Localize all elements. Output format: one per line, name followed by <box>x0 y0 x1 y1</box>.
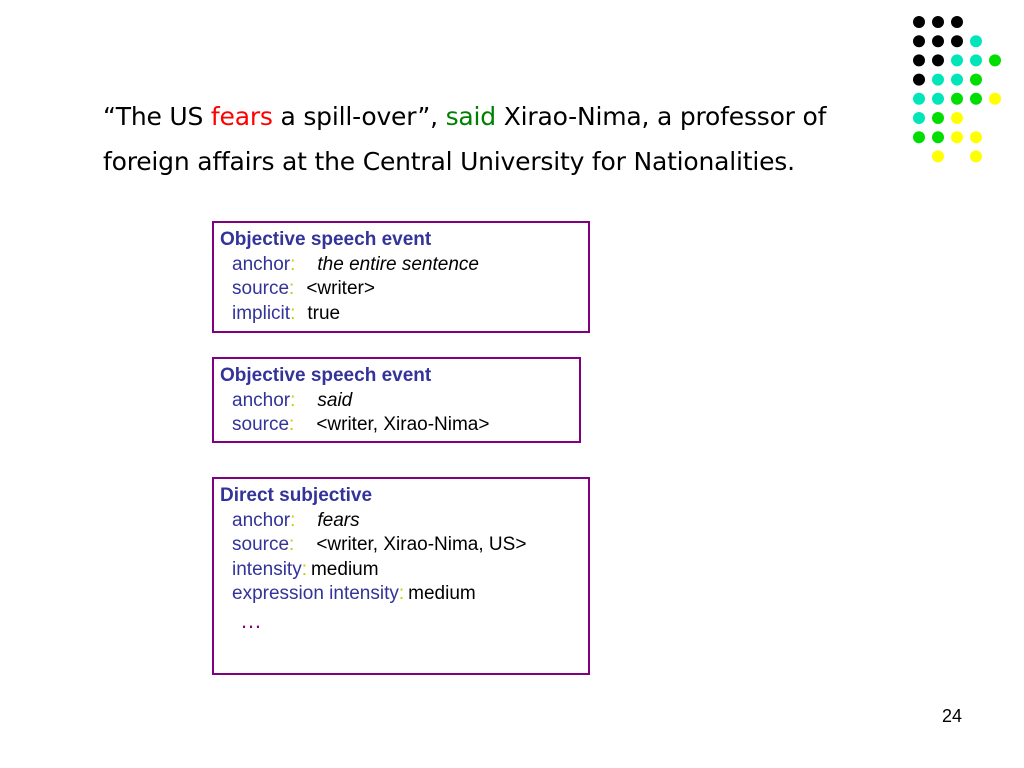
attribute-value: fears <box>317 509 360 531</box>
decorative-dot <box>951 112 963 124</box>
decorative-dot <box>970 74 982 86</box>
decorative-dot <box>913 54 925 66</box>
decorative-dot <box>970 54 982 66</box>
decorative-dot <box>989 93 1001 105</box>
colon: : <box>398 583 405 604</box>
annotation-box-1 <box>212 221 590 333</box>
attribute-key: source <box>232 534 290 555</box>
annotation-box-2 <box>212 357 581 443</box>
decorative-dot <box>932 131 944 143</box>
decorative-dot <box>932 35 944 47</box>
decorative-dot <box>989 54 1001 66</box>
decorative-dot <box>970 35 982 47</box>
attribute-key: expression intensity <box>232 583 399 604</box>
decorative-dot <box>913 112 925 124</box>
page-number: 24 <box>941 706 962 726</box>
attribute-row-source <box>220 277 588 302</box>
decorative-dot <box>970 131 982 143</box>
sentence-part-3: Xirao-Nima, a professor of foreign affairs at the Central University for Nationalities. <box>103 102 827 176</box>
decorative-dot <box>951 131 963 143</box>
decorative-dot <box>932 16 944 28</box>
colon: : <box>290 389 296 411</box>
colon: : <box>289 534 295 555</box>
attribute-row-implicit <box>220 302 588 327</box>
decorative-dot <box>951 35 963 47</box>
decorative-dot <box>932 150 944 162</box>
attribute-row-source <box>220 533 588 558</box>
box-title: Objective speech event <box>220 365 432 386</box>
annotation-box-3 <box>212 477 590 675</box>
example-sentence <box>103 94 863 184</box>
attribute-value: <writer, Xirao-Nima> <box>316 414 490 435</box>
attribute-row-anchor <box>220 389 579 414</box>
attribute-value: <writer, Xirao-Nima, US> <box>316 534 527 555</box>
decorative-dot <box>951 93 963 105</box>
decorative-dot <box>913 35 925 47</box>
colon: : <box>290 509 296 531</box>
sentence-part-1: “The US <box>103 102 211 131</box>
attribute-row-anchor <box>220 509 588 534</box>
decorative-dot <box>913 74 925 86</box>
colon: : <box>290 302 296 324</box>
attribute-value: medium <box>408 583 476 604</box>
decorative-dot <box>932 112 944 124</box>
attribute-value: <writer> <box>306 278 375 299</box>
attribute-value: said <box>317 389 353 411</box>
sentence-part-2: a spill-over”, <box>272 102 446 131</box>
decorative-dot <box>970 150 982 162</box>
attribute-value: the entire sentence <box>317 253 480 275</box>
attribute-key: anchor <box>232 389 291 411</box>
attribute-key: implicit <box>232 302 291 324</box>
highlight-fears: fears <box>210 102 273 131</box>
colon: : <box>289 278 295 299</box>
decorative-dot <box>951 16 963 28</box>
colon: : <box>290 253 296 275</box>
attribute-value: true <box>307 302 341 324</box>
attribute-key: source <box>232 278 290 299</box>
decorative-dot <box>951 54 963 66</box>
decorative-dot <box>932 74 944 86</box>
attribute-row-anchor <box>220 253 588 278</box>
attribute-key: intensity <box>232 558 302 580</box>
decorative-dot <box>913 93 925 105</box>
decorative-dot <box>951 74 963 86</box>
decorative-dot <box>913 16 925 28</box>
colon: : <box>289 414 295 435</box>
attribute-row-intensity <box>220 558 588 583</box>
attribute-key: anchor <box>232 253 291 275</box>
box-title: Direct subjective <box>220 485 373 506</box>
attribute-row-expression-intensity <box>220 582 588 607</box>
attribute-value: medium <box>310 558 379 580</box>
ellipsis: … <box>240 607 262 633</box>
decorative-dot <box>970 93 982 105</box>
attribute-key: anchor <box>232 509 291 531</box>
decorative-dot <box>913 131 925 143</box>
attribute-key: source <box>232 414 290 435</box>
box-title: Objective speech event <box>220 229 432 250</box>
highlight-said: said <box>445 102 496 131</box>
decorative-dot <box>932 93 944 105</box>
attribute-row-source <box>220 413 579 438</box>
decorative-dot <box>932 54 944 66</box>
colon: : <box>301 558 307 580</box>
